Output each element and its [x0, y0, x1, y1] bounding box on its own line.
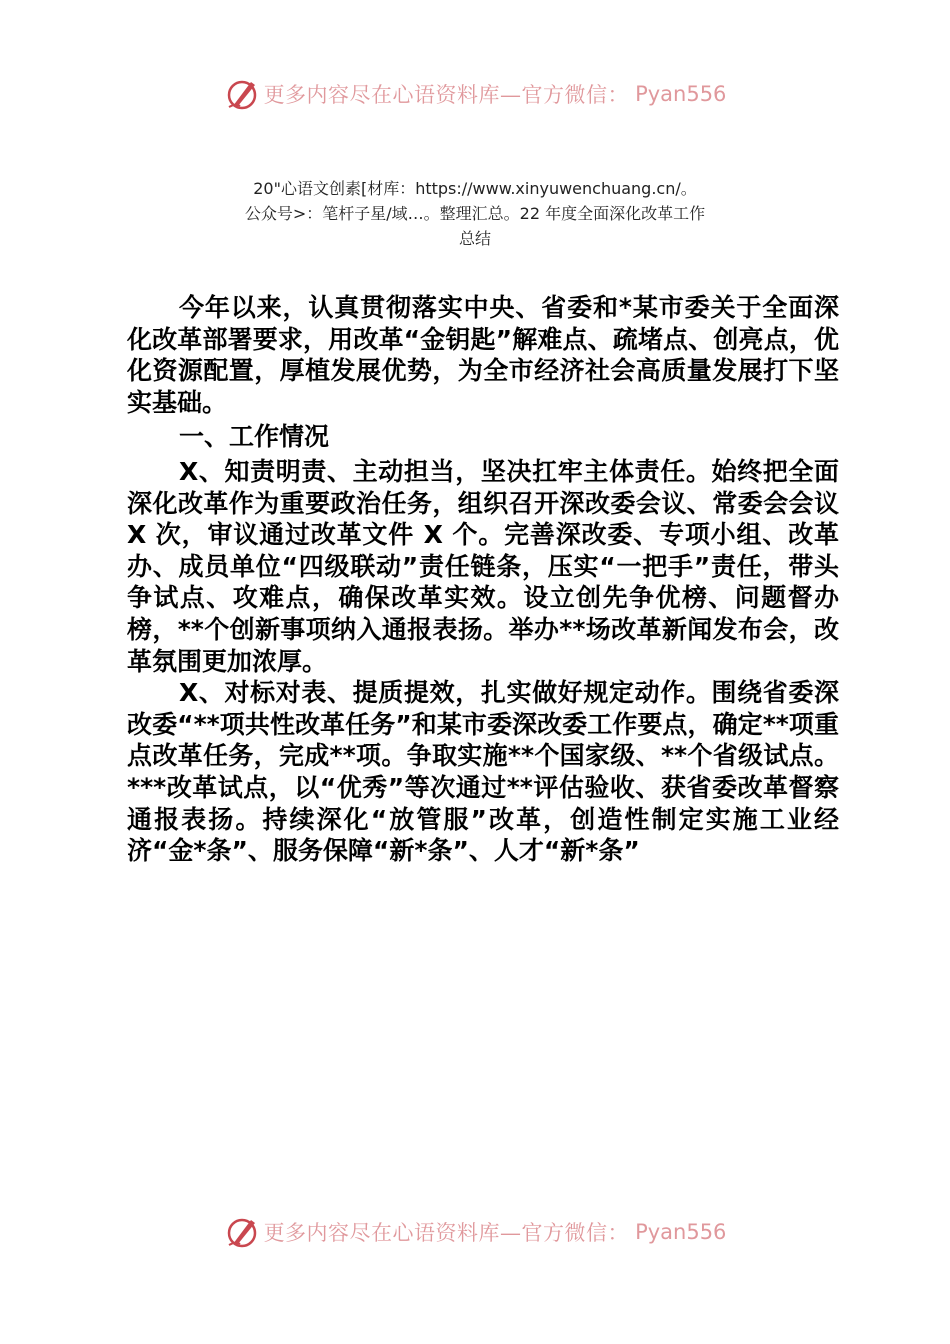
source-note [0, 176, 950, 251]
footer-banner [0, 1212, 950, 1252]
source-line-3: 总结 [458, 229, 491, 248]
section-heading: 一、工作情况 [179, 422, 330, 452]
source-line-1: 20"心语文创素[材库：https://www.xinyuwenchuang.cn/。 [253, 179, 697, 198]
header-banner [0, 74, 950, 114]
banner-text: 更多内容尽在心语资料库—官方微信： [263, 1221, 630, 1245]
quill-circle-icon [224, 1214, 260, 1250]
quill-circle-icon [224, 76, 260, 112]
source-line-2: 公众号>：笔杆子星/域…。整理汇总。22 年度全面深化改革工作 [244, 204, 706, 223]
document-body [127, 292, 839, 867]
paragraph-responsibility: X、知责明责、主动担当，坚决扛牢主体责任。始终把全面深化改革作为重要政治任务，组织召开深改委会议、常委会会议 X 次，审议通过改革文件 X 个。完善深改委、专项小组、改革办、成员单位“四级联动”责任链条，压实“一把手”责任，带头争试点、攻难点，确保改革实效。设立创先争优榜、问题督办榜，**个创新事项纳入通报表扬。举办**场改革新闻发布会，改革氛围更加浓厚。 [127, 456, 839, 676]
banner-text: 更多内容尽在心语资料库—官方微信： [263, 83, 630, 107]
banner-wechat-id: Pyan556 [635, 1220, 727, 1244]
banner-wechat-id: Pyan556 [635, 82, 727, 106]
paragraph-intro: 今年以来，认真贯彻落实中央、省委和*某市委关于全面深化改革部署要求，用改革“金钥匙”解难点、疏堵点、创亮点，优化资源配置，厚植发展优势，为全市经济社会高质量发展打下坚实基础。 [127, 293, 839, 417]
paragraph-tasks: X、对标对表、提质提效，扎实做好规定动作。围绕省委深改委“**项共性改革任务”和某市委深改委工作要点，确定**项重点改革任务，完成**项。争取实施**个国家级、**个省级试点。***改革试点，以“优秀”等次通过**评估验收、获省委改革督察通报表扬。持续深化“放管服”改革，创造性制定实施工业经济“金*条”、服务保障“新*条”、人才“新*条” [127, 678, 839, 866]
